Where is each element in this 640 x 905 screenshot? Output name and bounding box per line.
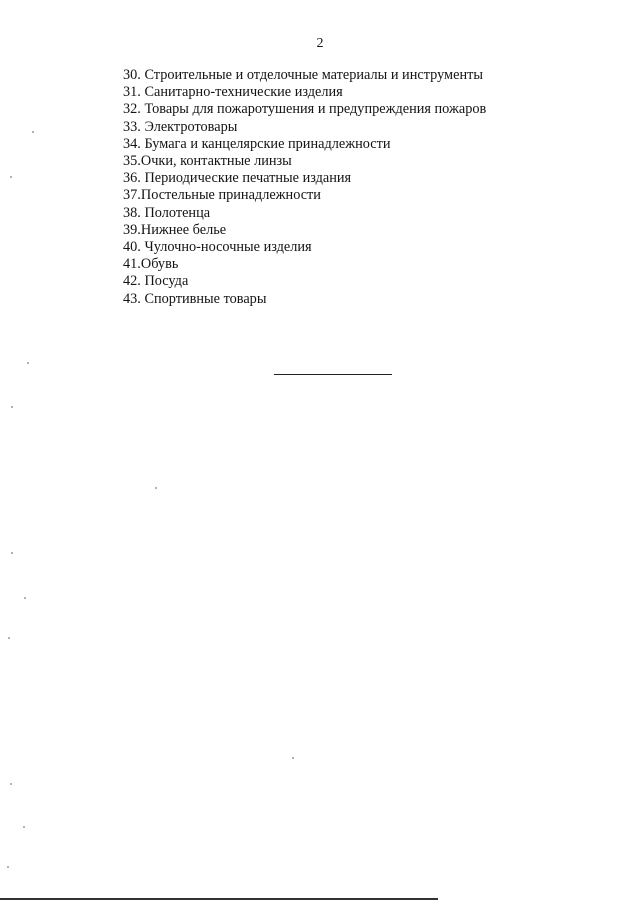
scan-speck — [32, 131, 34, 133]
end-separator-line — [274, 374, 392, 375]
list-item: 34. Бумага и канцелярские принадлежности — [123, 135, 391, 152]
scan-speck — [27, 362, 29, 364]
scan-speck — [11, 406, 13, 408]
list-item: 38. Полотенца — [123, 204, 211, 221]
list-item: 43. Спортивные товары — [123, 290, 267, 307]
scan-speck — [10, 783, 12, 785]
scan-speck — [11, 552, 13, 554]
list-item: 39.Нижнее белье — [123, 221, 227, 238]
scan-speck — [24, 597, 26, 599]
list-item: 35.Очки, контактные линзы — [123, 153, 292, 170]
list-item: 37.Постельные принадлежности — [123, 187, 321, 204]
list-item: 41.Обувь — [123, 256, 179, 273]
list-item: 40. Чулочно-носочные изделия — [123, 239, 312, 256]
list-item: 31. Санитарно-технические изделия — [123, 84, 343, 101]
goods-list — [123, 67, 486, 308]
list-item: 30. Строительные и отделочные материалы и инструменты — [123, 67, 483, 83]
list-item: 33. Электротовары — [123, 118, 238, 135]
list-item: 32. Товары для пожаротушения и предупреждения пожаров — [123, 101, 487, 118]
list-item: 36. Периодические печатные издания — [123, 170, 352, 187]
list-item: 42. Посуда — [123, 273, 189, 290]
scan-edge-line — [0, 898, 438, 900]
page-number: 2 — [316, 36, 324, 51]
scan-speck — [292, 757, 294, 759]
scan-speck — [10, 176, 12, 178]
scan-speck — [23, 826, 25, 828]
scan-speck — [8, 637, 10, 639]
scan-speck — [7, 866, 9, 868]
scan-speck — [155, 487, 157, 489]
